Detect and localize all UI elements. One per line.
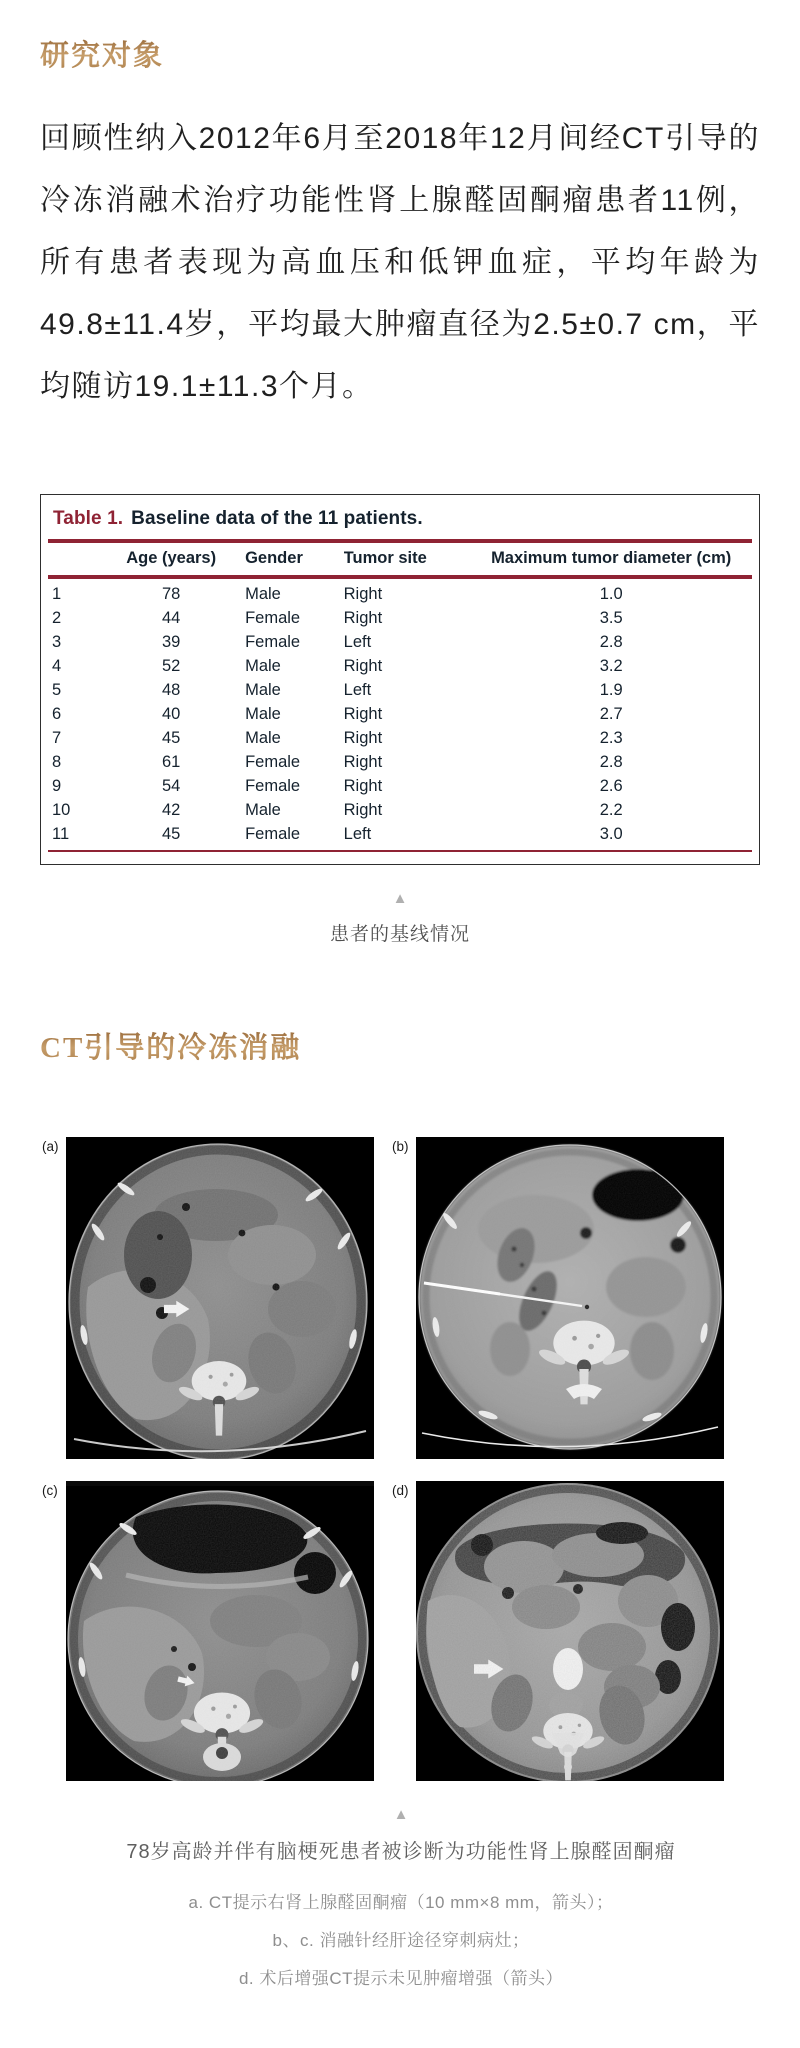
ct-panel-a (42, 1137, 374, 1459)
table-header-row (48, 543, 752, 575)
table-row (48, 727, 752, 751)
table-header (48, 543, 752, 575)
table-column-header: Tumor site (343, 549, 427, 568)
table-cell: 52 (162, 657, 181, 676)
table-cell: 3.2 (599, 657, 623, 676)
table-cell: 5 (52, 681, 62, 700)
table-cell: Male (245, 801, 281, 820)
table-cell: 48 (162, 681, 181, 700)
section-heading-research-subjects: 研究对象 (40, 38, 760, 74)
triangle-up-icon: ▲ (392, 890, 408, 908)
table-row (48, 607, 752, 631)
table-row (48, 655, 752, 679)
table-column-header: Gender (245, 549, 303, 568)
table-cell: 7 (52, 729, 62, 748)
table-cell: Right (343, 657, 383, 676)
panel-label-b: (b) (392, 1138, 409, 1154)
table-row (48, 823, 752, 851)
table-cell: Female (245, 777, 301, 796)
ct-scan-a-image[interactable] (66, 1137, 374, 1459)
table-cell: 6 (52, 705, 62, 724)
table-cell: Male (245, 705, 281, 724)
table-cell: Female (245, 825, 301, 844)
table-cell: Female (245, 633, 301, 652)
table-caption-block (40, 891, 760, 946)
table-cell: Right (343, 705, 383, 724)
table-cell: 3.5 (599, 609, 623, 628)
ct-subcaptions (42, 1884, 760, 1998)
triangle-up-icon: ▲ (393, 1805, 409, 1823)
table-cell: 45 (162, 825, 181, 844)
ct-scan-c-image[interactable] (66, 1481, 374, 1781)
ct-subcaption-a: a. CT提示右肾上腺醛固酮瘤（10 mm×8 mm，箭头）； (188, 1892, 614, 1912)
table-cell: 9 (52, 777, 62, 796)
table-row (48, 579, 752, 607)
table-cell: 3 (52, 633, 62, 652)
table-cell: Female (245, 609, 301, 628)
table-cell: Right (343, 609, 383, 628)
table-cell: 1.0 (599, 585, 623, 604)
table-row (48, 703, 752, 727)
table-label: Table 1. (53, 508, 124, 530)
table-cell: 2.2 (599, 801, 623, 820)
research-paragraph: 回顾性纳入2012年6月至2018年12月间经CT引导的冷冻消融术治疗功能性肾上腺醛固酮瘤患者11例，所有患者表现为高血压和低钾血症，平均年龄为49.8±11.4岁，平均最大肿瘤直径为2.5±0.7 cm，平均随访19.1±11.3个月。 (40, 122, 760, 404)
table-title (48, 495, 752, 539)
table-cell: 1.9 (599, 681, 623, 700)
ct-caption-main: 78岁高龄并伴有脑梗死患者被诊断为功能性肾上腺醛固酮瘤 (126, 1840, 676, 1863)
table-cell: Right (343, 801, 383, 820)
section-heading-ct-cryoablation: CT引导的冷冻消融 (40, 1030, 760, 1066)
ct-image-figure (40, 1137, 760, 1998)
panel-label-c: (c) (42, 1482, 58, 1498)
table-cell: Male (245, 657, 281, 676)
table-cell: 61 (162, 753, 181, 772)
ct-scan-d-image[interactable] (416, 1481, 724, 1781)
table-body (48, 579, 752, 850)
table-cell: 2.6 (599, 777, 623, 796)
table-cell: Female (245, 753, 301, 772)
table-cell: 8 (52, 753, 62, 772)
ct-scan-b-image[interactable] (416, 1137, 724, 1459)
ct-panel-b (392, 1137, 724, 1459)
table-cell: 54 (162, 777, 181, 796)
table-cell: 78 (162, 585, 181, 604)
table-cell: 40 (162, 705, 181, 724)
panel-label-a: (a) (42, 1138, 59, 1154)
ct-grid (42, 1137, 760, 1781)
table-cell: Right (343, 753, 383, 772)
table-cell: Left (343, 681, 372, 700)
table-title-text: Baseline data of the 11 patients. (131, 508, 423, 530)
table-cell: 1 (52, 585, 62, 604)
table-cell: 10 (52, 801, 71, 820)
table-cell: 45 (162, 729, 181, 748)
table-cell: Left (343, 633, 372, 652)
table-row (48, 799, 752, 823)
ct-panel-c (42, 1481, 374, 1781)
baseline-table-figure (40, 494, 760, 946)
table-cell: 3.0 (599, 825, 623, 844)
table-cell: 2.7 (599, 705, 623, 724)
ct-subcaption-d: d. 术后增强CT提示未见肿瘤增强（箭头） (238, 1968, 564, 1988)
table-column-header: Age (years) (126, 549, 217, 568)
panel-label-d: (d) (392, 1482, 409, 1498)
table-row (48, 751, 752, 775)
table-column-header (48, 543, 97, 575)
table-cell: 4 (52, 657, 62, 676)
table-row (48, 775, 752, 799)
table-rule-bottom (48, 850, 752, 852)
ct-caption-block (42, 1807, 760, 1998)
table-column-header: Maximum tumor diameter (cm) (491, 549, 732, 568)
table-cell: 2.8 (599, 753, 623, 772)
table-cell: Male (245, 681, 281, 700)
table-cell: Right (343, 585, 383, 604)
table-cell: Right (343, 729, 383, 748)
table-caption: 患者的基线情况 (329, 924, 470, 946)
ct-subcaption-bc: b、c. 消融针经肝途径穿刺病灶； (272, 1930, 530, 1950)
table-cell: 42 (162, 801, 181, 820)
table-cell: 11 (52, 825, 70, 844)
ct-panel-d (392, 1481, 724, 1781)
table-cell: 2.8 (599, 633, 623, 652)
table1 (40, 494, 760, 865)
table-cell: 2 (52, 609, 62, 628)
table-cell: Right (343, 777, 383, 796)
table-row (48, 679, 752, 703)
table-cell: Male (245, 585, 281, 604)
table-cell: Left (343, 825, 372, 844)
table-cell: 39 (162, 633, 181, 652)
table-cell: Male (245, 729, 281, 748)
table-row (48, 631, 752, 655)
table-cell: 2.3 (599, 729, 623, 748)
table-cell: 44 (162, 609, 181, 628)
